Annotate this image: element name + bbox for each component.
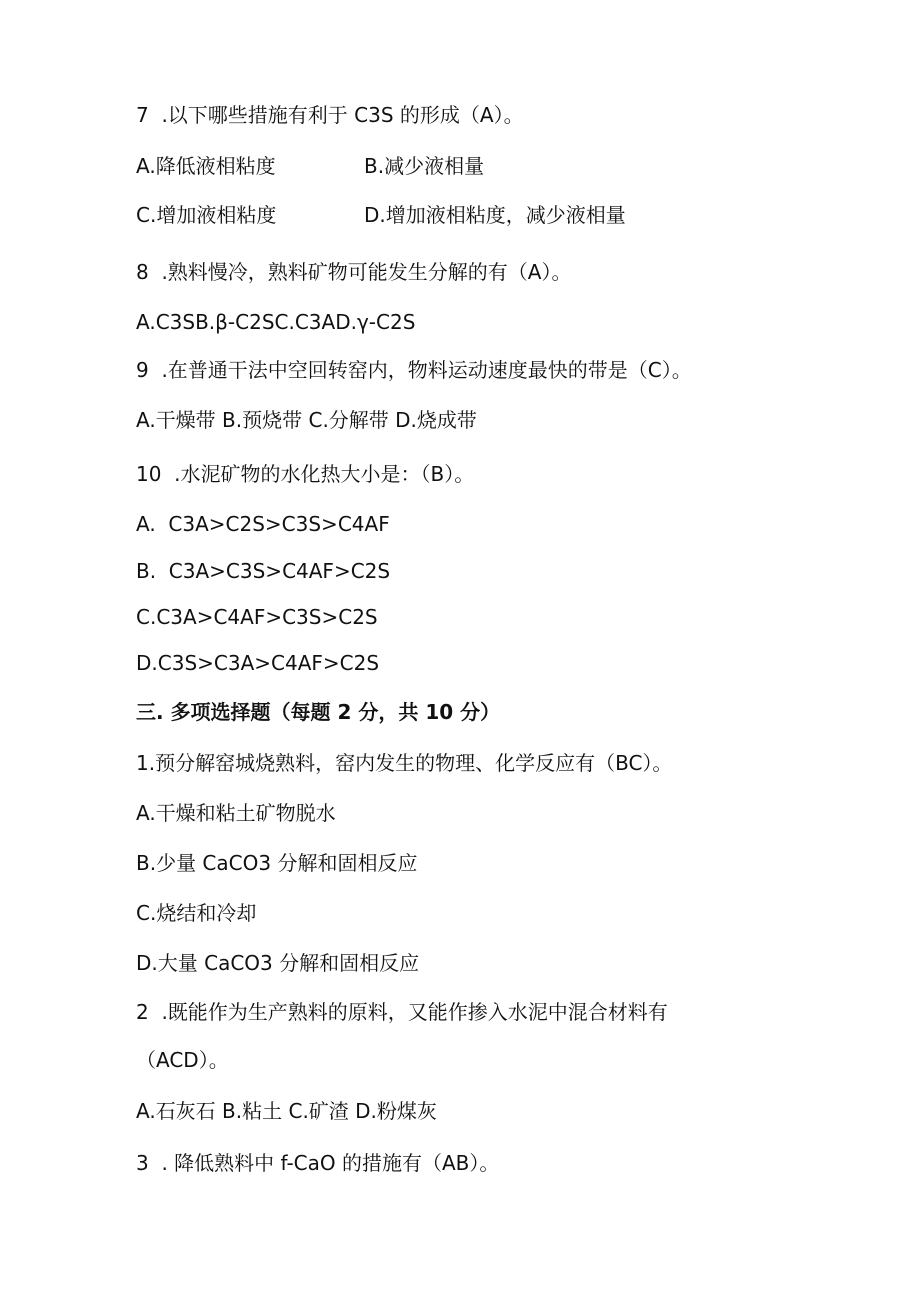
question-10-option-d: D.C3S>C3A>C4AF>C2S [136, 651, 380, 675]
multi-question-1-option-a: A.干燥和粘土矿物脱水 [136, 801, 336, 825]
question-10-option-b: B. C3A>C3S>C4AF>C2S [136, 559, 391, 583]
multi-question-2: 2 .既能作为生产熟料的原料，又能作掺入水泥中混合材料有 [136, 1000, 668, 1024]
multi-question-2-options: A.石灰石 B.粘土 C.矿渣 D.粉煤灰 [136, 1099, 437, 1123]
question-8: 8 .熟料慢冷，熟料矿物可能发生分解的有（A）。 [136, 260, 572, 284]
question-7: 7 .以下哪些措施有利于 C3S 的形成（A）。 [136, 103, 524, 127]
question-10-option-c: C.C3A>C4AF>C3S>C2S [136, 605, 378, 629]
question-8-options: A.C3SB.β-C2SC.C3AD.γ-C2S [136, 310, 416, 334]
question-7-option-c: C.增加液相粘度 [136, 203, 277, 227]
multi-question-3: 3 . 降低熟料中 f-CaO 的措施有（AB）。 [136, 1151, 500, 1175]
question-7-option-b: B.减少液相量 [364, 154, 485, 178]
question-9-options: A.干燥带 B.预烧带 C.分解带 D.烧成带 [136, 408, 477, 432]
multi-question-2-continued: （ACD）。 [136, 1048, 229, 1072]
question-9: 9 .在普通干法中空回转窑内，物料运动速度最快的带是（C）。 [136, 358, 692, 382]
question-7-option-d: D.增加液相粘度，减少液相量 [364, 203, 626, 227]
question-10-option-a: A. C3A>C2S>C3S>C4AF [136, 512, 390, 536]
multi-question-1: 1.预分解窑城烧熟料，窑内发生的物理、化学反应有（BC）。 [136, 751, 673, 775]
multi-question-1-option-c: C.烧结和冷却 [136, 901, 257, 925]
multi-question-1-option-b: B.少量 CaCO3 分解和固相反应 [136, 851, 418, 875]
question-10: 10 .水泥矿物的水化热大小是：（B）。 [136, 462, 475, 486]
question-7-option-a: A.降低液相粘度 [136, 154, 276, 178]
multi-question-1-option-d: D.大量 CaCO3 分解和固相反应 [136, 951, 420, 975]
section-heading-multiple-choice: 三. 多项选择题（每题 2 分，共 10 分） [136, 700, 501, 724]
